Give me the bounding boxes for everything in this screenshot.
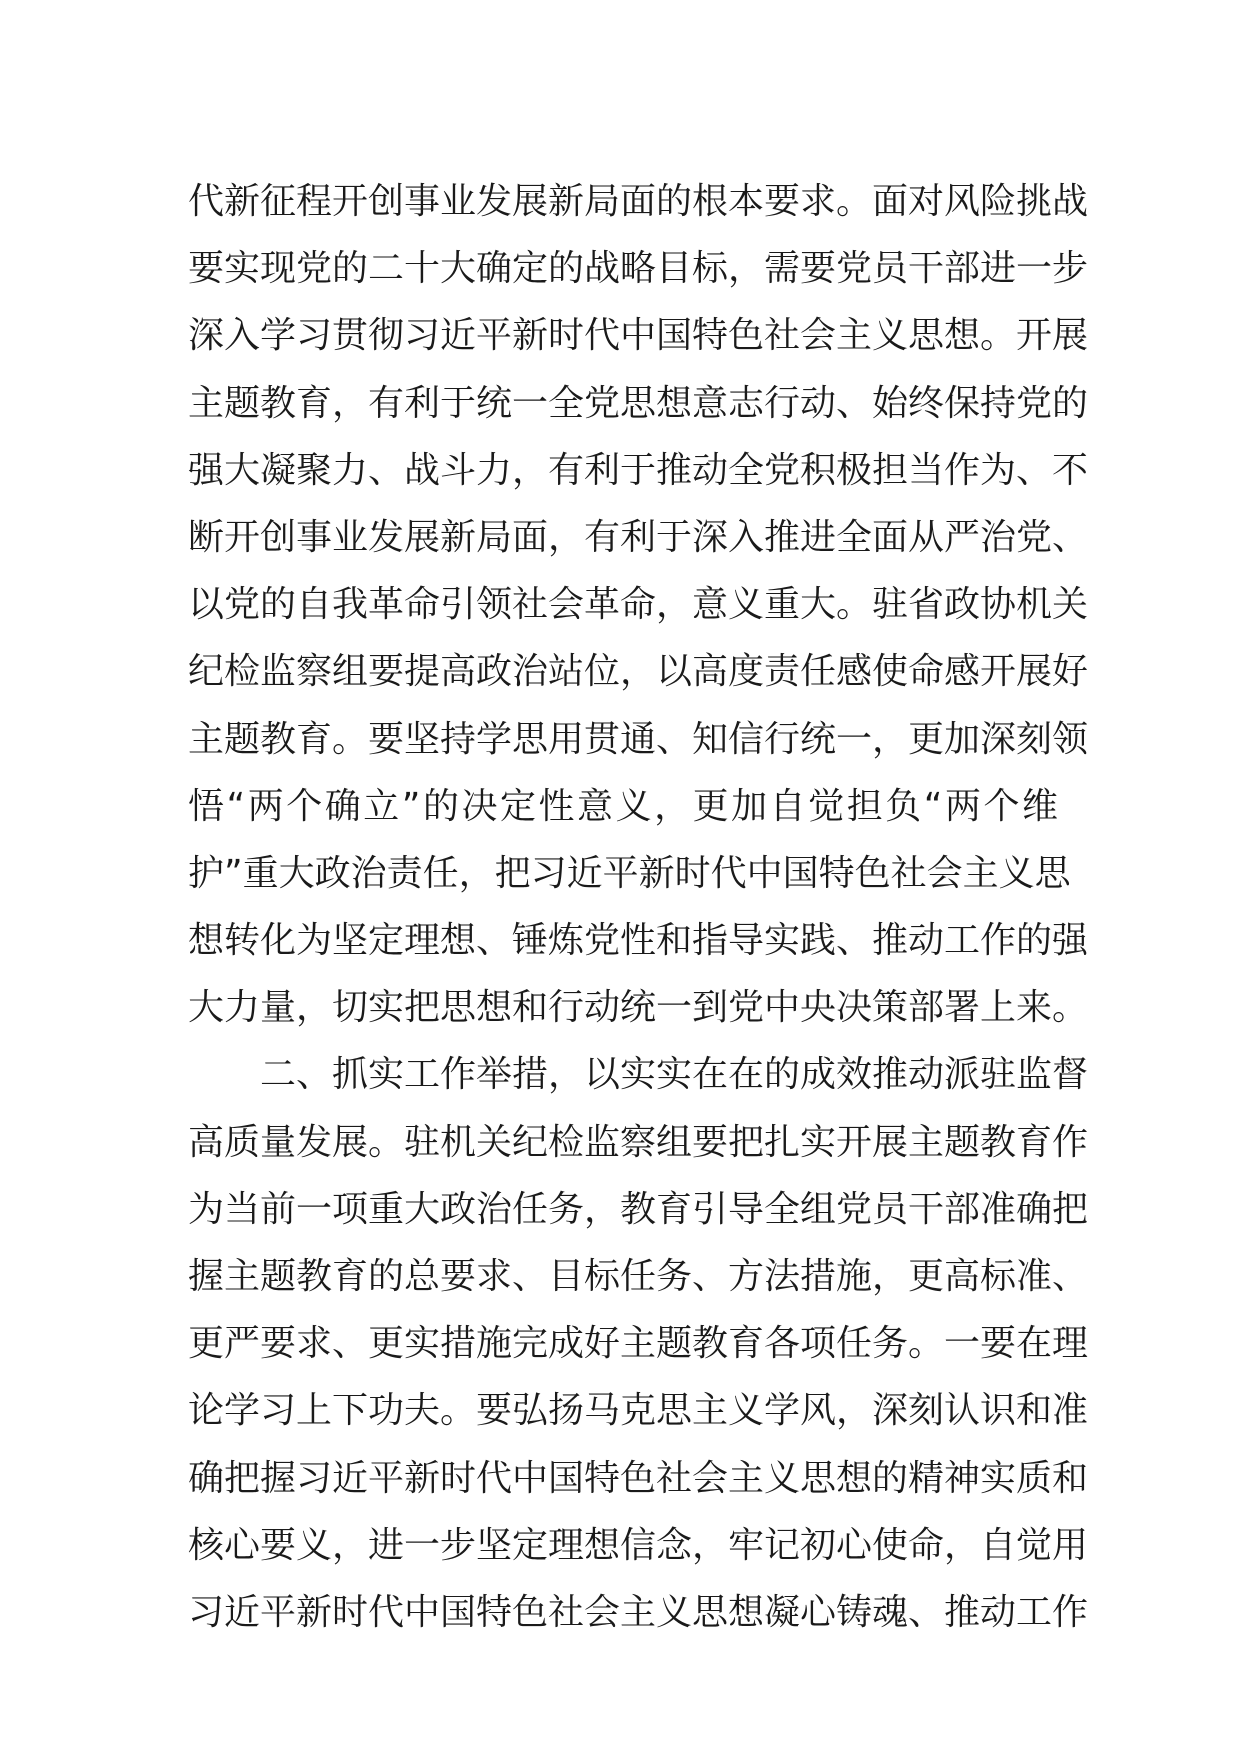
body-text bbox=[188, 168, 1089, 1646]
text-line: 断开创事业发展新局面，有利于深入推进全面从严治党、 bbox=[188, 516, 1089, 558]
text-line: 强大凝聚力、战斗力，有利于推动全党积极担当作为、不 bbox=[188, 449, 1089, 491]
text-line: 要实现党的二十大确定的战略目标，需要党员干部进一步 bbox=[188, 248, 1089, 290]
text-line: 论学习上下功夫。要弘扬马克思主义学风，深刻认识和准 bbox=[188, 1390, 1089, 1432]
text-line: 核心要义，进一步坚定理想信念，牢记初心使命，自觉用 bbox=[188, 1524, 1089, 1566]
text-line: 代新征程开创事业发展新局面的根本要求。面对风险挑战 bbox=[188, 181, 1089, 222]
text-line: 高质量发展。驻机关纪检监察组要把扎实开展主题教育作 bbox=[188, 1121, 1089, 1163]
text-line: 纪检监察组要提高政治站位，以高度责任感使命感开展好 bbox=[188, 651, 1089, 693]
text-line: 更严要求、更实措施完成好主题教育各项任务。一要在理 bbox=[188, 1323, 1089, 1365]
text-line: 主题教育。要坚持学思用贯通、知信行统一，更加深刻领 bbox=[188, 718, 1089, 760]
text-line: 习近平新时代中国特色社会主义思想凝心铸魂、推动工作 bbox=[188, 1591, 1089, 1633]
text-line: 护”重大政治责任，把习近平新时代中国特色社会主义思 bbox=[188, 852, 1071, 894]
text-line: 想转化为坚定理想、锤炼党性和指导实践、推动工作的强 bbox=[188, 920, 1089, 962]
text-line: 主题教育，有利于统一全党思想意志行动、始终保持党的 bbox=[188, 382, 1089, 424]
text-line: 握主题教育的总要求、目标任务、方法措施，更高标准、 bbox=[188, 1256, 1089, 1297]
text-line: 确把握习近平新时代中国特色社会主义思想的精神实质和 bbox=[188, 1457, 1089, 1499]
text-line: 以党的自我革命引领社会革命，意义重大。驻省政协机关 bbox=[188, 584, 1089, 626]
text-line: 悟“两个确立”的决定性意义，更加自觉担负“两个维 bbox=[188, 785, 1058, 827]
text-line: 为当前一项重大政治任务，教育引导全组党员干部准确把 bbox=[188, 1188, 1089, 1230]
section-heading-line: 二、抓实工作举措，以实实在在的成效推动派驻监督 bbox=[260, 1054, 1089, 1096]
paragraph-end-line: 大力量，切实把思想和行动统一到党中央决策部署上来。 bbox=[188, 987, 1089, 1029]
text-line: 深入学习贯彻习近平新时代中国特色社会主义思想。开展 bbox=[188, 315, 1089, 357]
